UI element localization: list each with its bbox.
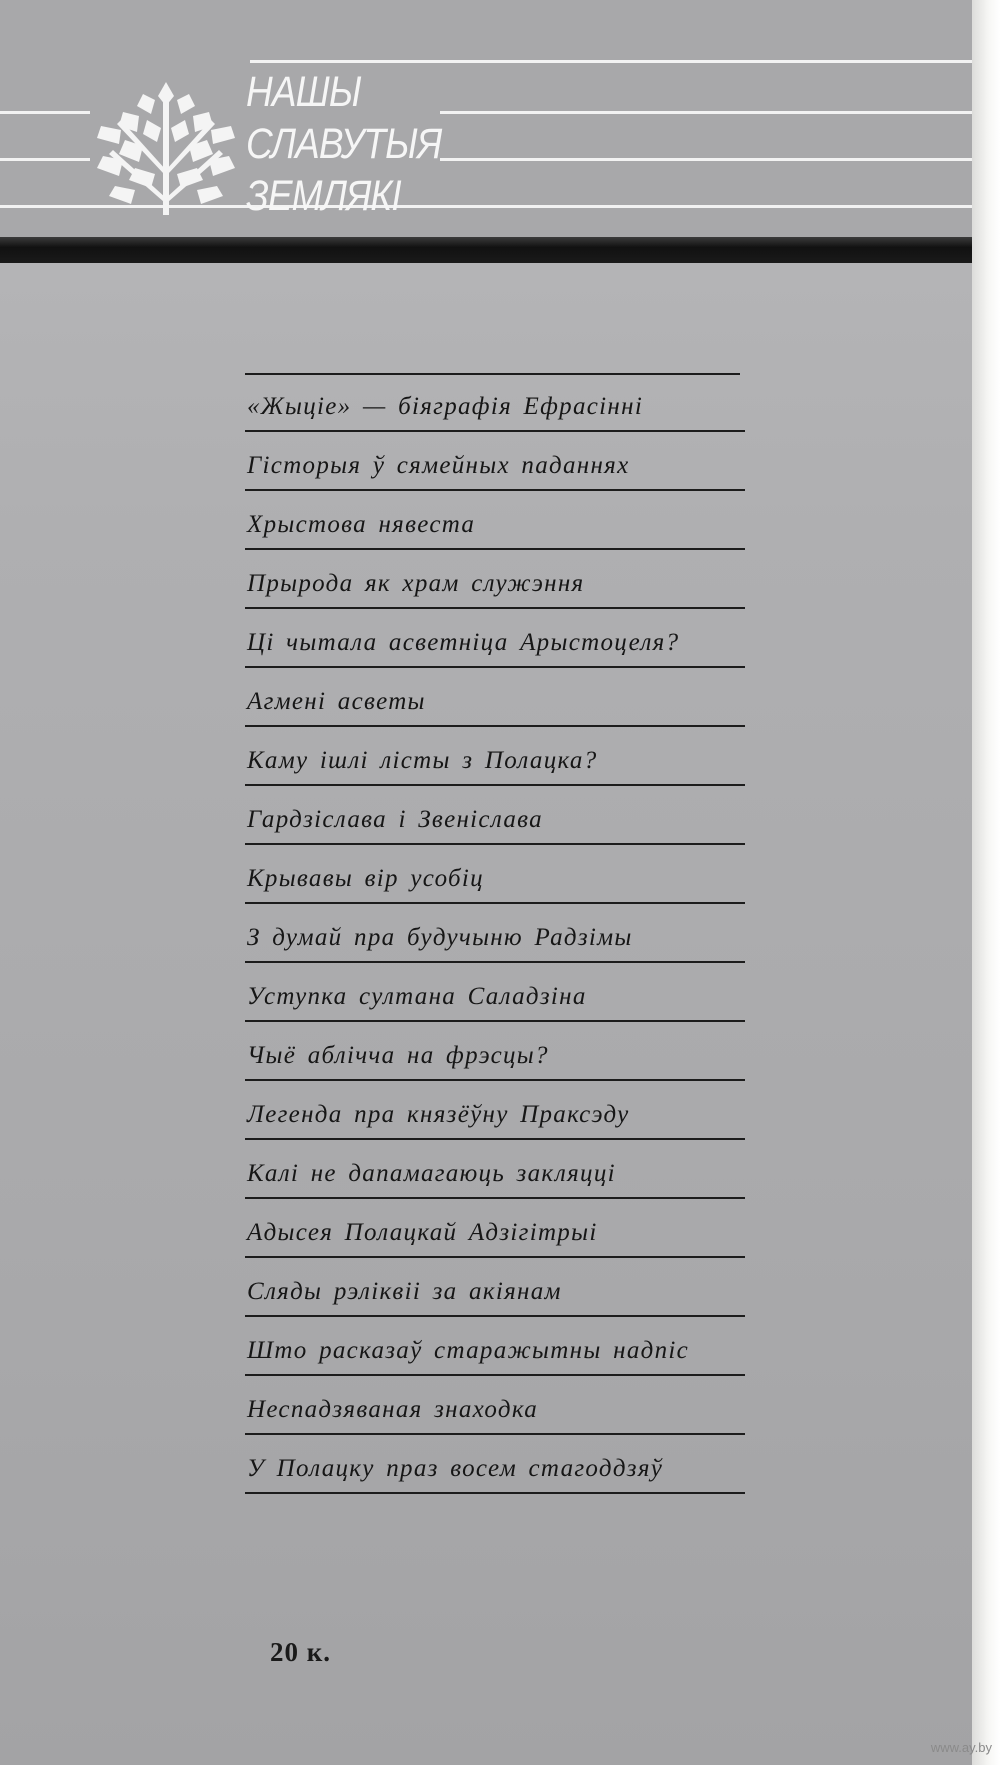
- toc-item: [245, 727, 745, 786]
- toc-item: [245, 1258, 745, 1317]
- toc-item: [245, 1435, 745, 1494]
- header-divider-bar: [0, 237, 972, 263]
- toc-item-title: Прырода як храм служэння: [247, 570, 585, 597]
- series-title: [246, 66, 441, 222]
- toc-item-title: Каму ішлі лісты з Полацка?: [247, 747, 598, 774]
- table-of-contents: [245, 373, 745, 1494]
- toc-item-title: Уступка султана Саладзіна: [247, 983, 587, 1010]
- toc-item-title: Легенда пра князёўну Праксэду: [247, 1101, 630, 1128]
- toc-item-title: Што расказаў старажытны надпіс: [247, 1337, 690, 1364]
- toc-item-title: Агмені асветы: [247, 688, 426, 715]
- watermark: www.ay.by: [930, 1740, 992, 1755]
- toc-item-title: Сляды рэліквіі за акіянам: [247, 1278, 562, 1305]
- toc-item: [245, 1376, 745, 1435]
- toc-item: [245, 904, 745, 963]
- series-title-line: ЗЕМЛЯКІ: [246, 172, 401, 220]
- toc-item: [245, 786, 745, 845]
- toc-item-title: Крывавы вір усобіц: [247, 865, 484, 892]
- toc-item: [245, 668, 745, 727]
- toc-item-title: «Жыціе» — біяграфія Ефрасінні: [247, 393, 644, 420]
- toc-item: [245, 550, 745, 609]
- header-stripe: [250, 60, 972, 63]
- header-stripe: [440, 111, 972, 114]
- toc-item-title: Калі не дапамагаюць закляцці: [247, 1160, 616, 1187]
- toc-item: [245, 1317, 745, 1376]
- price-label: 20 к.: [270, 1637, 332, 1667]
- toc-item-title: Чыё аблічча на фрэсцы?: [247, 1042, 549, 1069]
- header-stripe: [0, 111, 90, 114]
- toc-item: [245, 1081, 745, 1140]
- toc-item-title: Адысея Полацкай Адзігітрыі: [247, 1219, 598, 1246]
- toc-item: [245, 491, 745, 550]
- toc-item-title: Гісторыя ў сямейных паданнях: [247, 452, 630, 479]
- toc-item-title: Неспадзяваная знаходка: [247, 1396, 539, 1423]
- toc-item: [245, 845, 745, 904]
- toc-item-title: Гардзіслава і Звеніслава: [247, 806, 543, 833]
- series-title-line: НАШЫ: [246, 68, 361, 116]
- toc-item-title: З думай пра будучыню Радзімы: [247, 924, 633, 951]
- toc-item-title: У Полацку праз восем стагоддзяў: [247, 1455, 664, 1482]
- toc-item-title: Хрыстова нявеста: [247, 511, 476, 538]
- toc-item: [245, 432, 745, 491]
- toc-item: [245, 1199, 745, 1258]
- page-edge: [972, 0, 1000, 1765]
- toc-item: [245, 373, 745, 432]
- header-stripe: [440, 158, 972, 161]
- toc-item-title: Ці чытала асветніца Арыстоцеля?: [247, 629, 680, 656]
- toc-item: [245, 1022, 745, 1081]
- toc-item: [245, 1140, 745, 1199]
- tree-icon: [93, 80, 243, 215]
- header-stripe: [0, 158, 90, 161]
- series-title-line: СЛАВУТЫЯ: [246, 120, 442, 168]
- toc-item: [245, 963, 745, 1022]
- toc-item: [245, 609, 745, 668]
